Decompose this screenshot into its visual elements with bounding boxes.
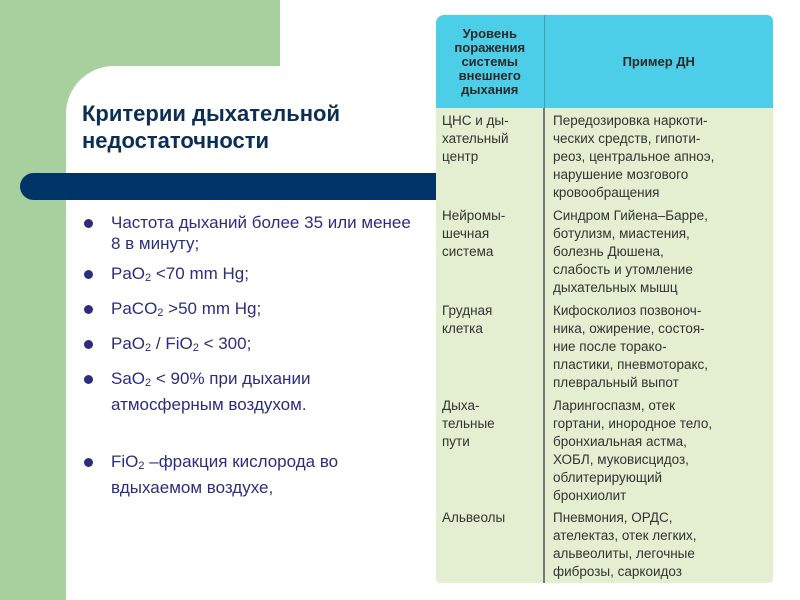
bullet-text: Частота дыханий более 35 или менее 8 в минуту;: [111, 213, 411, 253]
bullet-text: SaO: [111, 369, 146, 388]
bullet-subscript: 2: [145, 272, 152, 284]
bullet-text-post: >50 mm Hg;: [163, 299, 262, 318]
cell-example: [544, 298, 773, 393]
bullet-subscript: 2: [138, 460, 145, 472]
decor-blue-bar: [20, 173, 480, 200]
bullet-text-post: –фракция кислорода во вдыхаемом воздухе,: [111, 452, 339, 497]
bullet-text-post: < 90% при дыхании атмосферным воздухом.: [111, 369, 311, 414]
cell-level-text: Альвеолы: [442, 510, 506, 525]
list-item: [84, 298, 424, 324]
bullet-subscript: 2: [192, 342, 199, 354]
table-header-row: [436, 15, 773, 108]
bullet-dot-icon: [84, 458, 93, 467]
table-row: [436, 393, 773, 505]
bullet-dot-icon: [84, 375, 93, 384]
cell-example: [544, 203, 773, 298]
cell-level-text: Нейромы- шечная система: [442, 208, 506, 259]
criteria-list: [84, 212, 424, 507]
cell-example-text: Пневмония, ОРДС, ателектаз, отек легких, альвеолиты, легочные фиброзы, саркоидоз: [553, 510, 697, 579]
cell-level-text: Дыха- тельные пути: [442, 398, 495, 449]
bullet-dot-icon: [84, 219, 93, 228]
list-item: [84, 451, 424, 498]
bullet-text-post: < 300;: [198, 334, 252, 353]
bullet-text: PaO: [111, 264, 146, 283]
cell-level: [436, 203, 544, 298]
dn-table: [436, 15, 773, 583]
cell-level-text: ЦНС и ды- хательный центр: [442, 113, 509, 164]
bullet-text: PaO: [111, 334, 146, 353]
bullet-subscript: 2: [145, 377, 152, 389]
list-item: [84, 368, 424, 415]
bullet-subscript: 2: [157, 307, 164, 319]
list-item: [84, 212, 424, 254]
cell-example-text: Передозировка наркоти- ческих средств, гипоти- реоз, центральное апноэ, нарушение мозгового кровообращения: [553, 113, 715, 200]
cell-level: [436, 298, 544, 393]
column-header-example: Пример ДН: [544, 15, 773, 108]
cell-example-text: Ларингоспазм, отек гортани, инородное тело, бронхиальная астма, ХОБЛ, муковисцидоз, облитерирующий бронхиолит: [553, 398, 713, 503]
column-header-level: Уровень поражения системы внешнего дыхания: [436, 15, 544, 108]
cell-example: [544, 393, 773, 505]
cell-level-text: Грудная клетка: [442, 303, 493, 336]
dn-table-container: [436, 15, 773, 583]
cell-level: [436, 505, 544, 583]
cell-example-text: Кифосколиоз позвоноч- ника, ожирение, состоя- ние после торако- пластики, пневмоторакс, плевральный выпот: [553, 303, 709, 390]
bullet-text-mid: / FiO: [151, 334, 193, 353]
table-row: [436, 203, 773, 298]
table-row: [436, 298, 773, 393]
cell-example: [544, 108, 773, 203]
cell-example-text: Синдром Гийена–Барре, ботулизм, миастения, болезнь Дюшена, слабость и утомление дыхательных мышц: [553, 208, 708, 295]
table-row: [436, 108, 773, 203]
bullet-text: PaCO: [111, 299, 158, 318]
table-row: [436, 505, 773, 583]
cell-example: [544, 505, 773, 583]
list-item: [84, 333, 424, 359]
bullet-text: FiO: [111, 452, 139, 471]
bullet-dot-icon: [84, 305, 93, 314]
slide-title: Критерии дыхательной недостаточности: [82, 101, 340, 153]
cell-level: [436, 108, 544, 203]
bullet-text-post: <70 mm Hg;: [151, 264, 249, 283]
bullet-subscript: 2: [145, 342, 152, 354]
list-item: [84, 263, 424, 289]
cell-level: [436, 393, 544, 505]
bullet-dot-icon: [84, 340, 93, 349]
bullet-dot-icon: [84, 270, 93, 279]
